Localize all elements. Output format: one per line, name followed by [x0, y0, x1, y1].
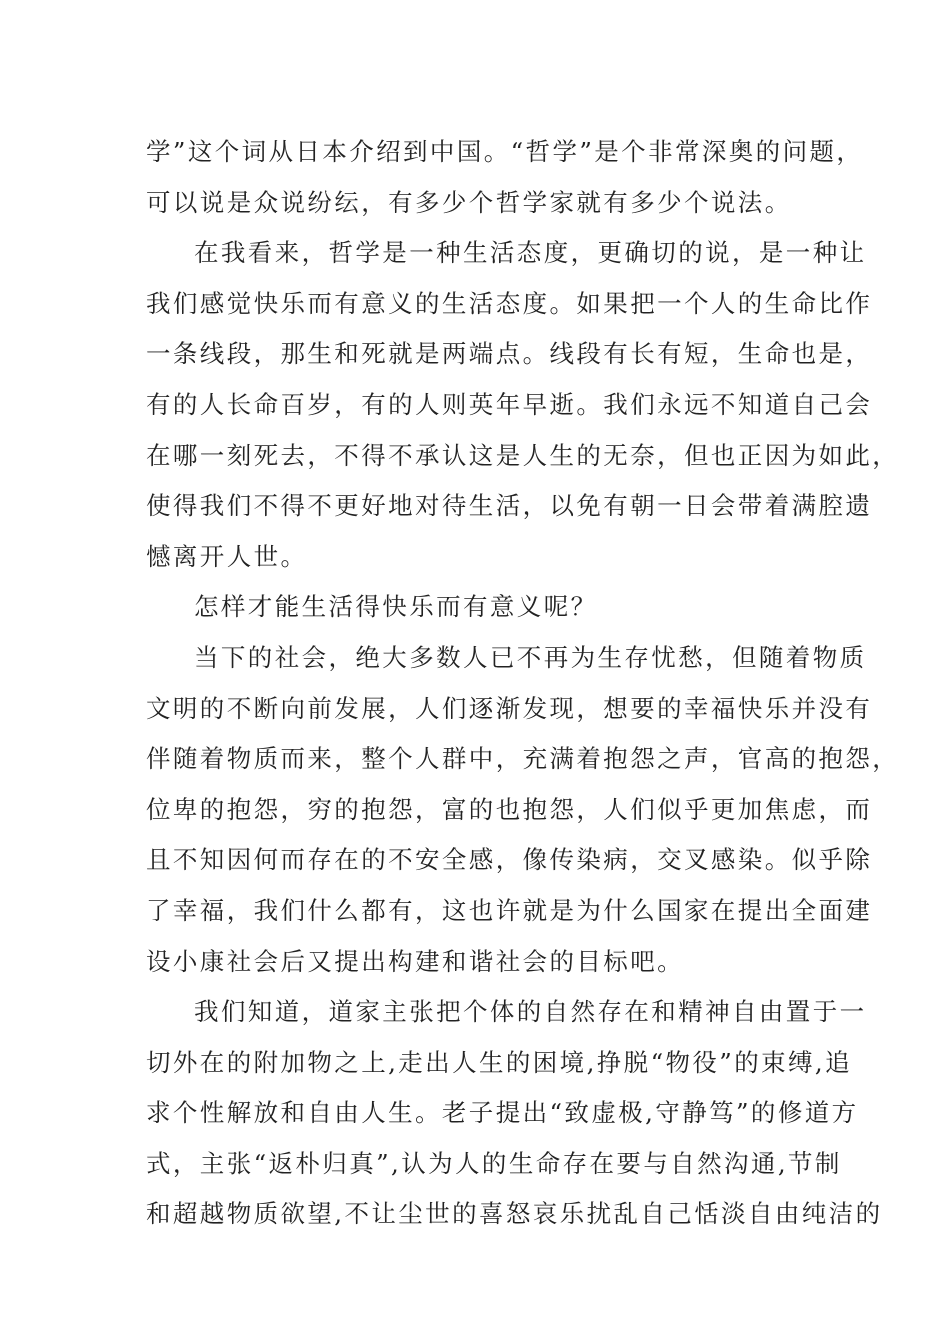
text-line: 位卑的抱怨，穷的抱怨，富的也抱怨，人们似乎更加焦虑，而 — [146, 794, 873, 824]
text-line: 了幸福，我们什么都有，这也许就是为什么国家在提出全面建 — [146, 895, 873, 925]
text-line: 式，主张“返朴归真”,认为人的生命存在要与自然沟通,节制 — [146, 1148, 842, 1178]
text-line: 伴随着物质而来，整个人群中，充满着抱怨之声，官高的抱怨， — [146, 744, 900, 774]
text-line: 使得我们不得不更好地对待生活，以免有朝一日会带着满腔遗 — [146, 491, 873, 521]
document-body — [146, 127, 900, 1240]
text-line: 文明的不断向前发展，人们逐渐发现，想要的幸福快乐并没有 — [146, 693, 873, 723]
text-line: 可以说是众说纷纭，有多少个哲学家就有多少个说法。 — [146, 187, 792, 217]
text-line: 我们知道，道家主张把个体的自然存在和精神自由置于一 — [194, 997, 867, 1027]
text-line: 当下的社会，绝大多数人已不再为生存忧愁，但随着物质 — [194, 642, 867, 672]
text-line: 在哪一刻死去，不得不承认这是人生的无奈，但也正因为如此， — [146, 440, 900, 470]
text-line: 设小康社会后又提出构建和谐社会的目标吧。 — [146, 946, 684, 976]
paragraph-5 — [146, 987, 883, 1240]
paragraph-3 — [146, 582, 832, 633]
paragraph-4 — [146, 633, 900, 987]
paragraph-1 — [146, 127, 864, 228]
text-line: 憾离开人世。 — [146, 541, 308, 571]
text-line: 和超越物质欲望,不让尘世的喜怒哀乐扰乱自己恬淡自由纯洁的 — [146, 1199, 883, 1229]
text-line: 且不知因何而存在的不安全感，像传染病，交叉感染。似乎除 — [146, 845, 873, 875]
text-line: 在我看来，哲学是一种生活态度，更确切的说，是一种让 — [194, 238, 867, 268]
text-line: 求个性解放和自由人生。老子提出“致虚极,守静笃”的修道方 — [146, 1098, 859, 1128]
text-line: 有的人长命百岁，有的人则英年早逝。我们永远不知道自己会 — [146, 389, 873, 419]
text-line: 切外在的附加物之上,走出人生的困境,挣脱“物役”的束缚,追 — [146, 1047, 853, 1077]
text-line: 一条线段，那生和死就是两端点。线段有长有短，生命也是， — [146, 339, 873, 369]
paragraph-2 — [146, 228, 900, 582]
text-line: 学”这个词从日本介绍到中国。“哲学”是个非常深奥的问题， — [146, 137, 864, 166]
text-line: 怎样才能生活得快乐而有意义呢？ — [194, 592, 598, 622]
text-line: 我们感觉快乐而有意义的生活态度。如果把一个人的生命比作 — [146, 288, 873, 318]
